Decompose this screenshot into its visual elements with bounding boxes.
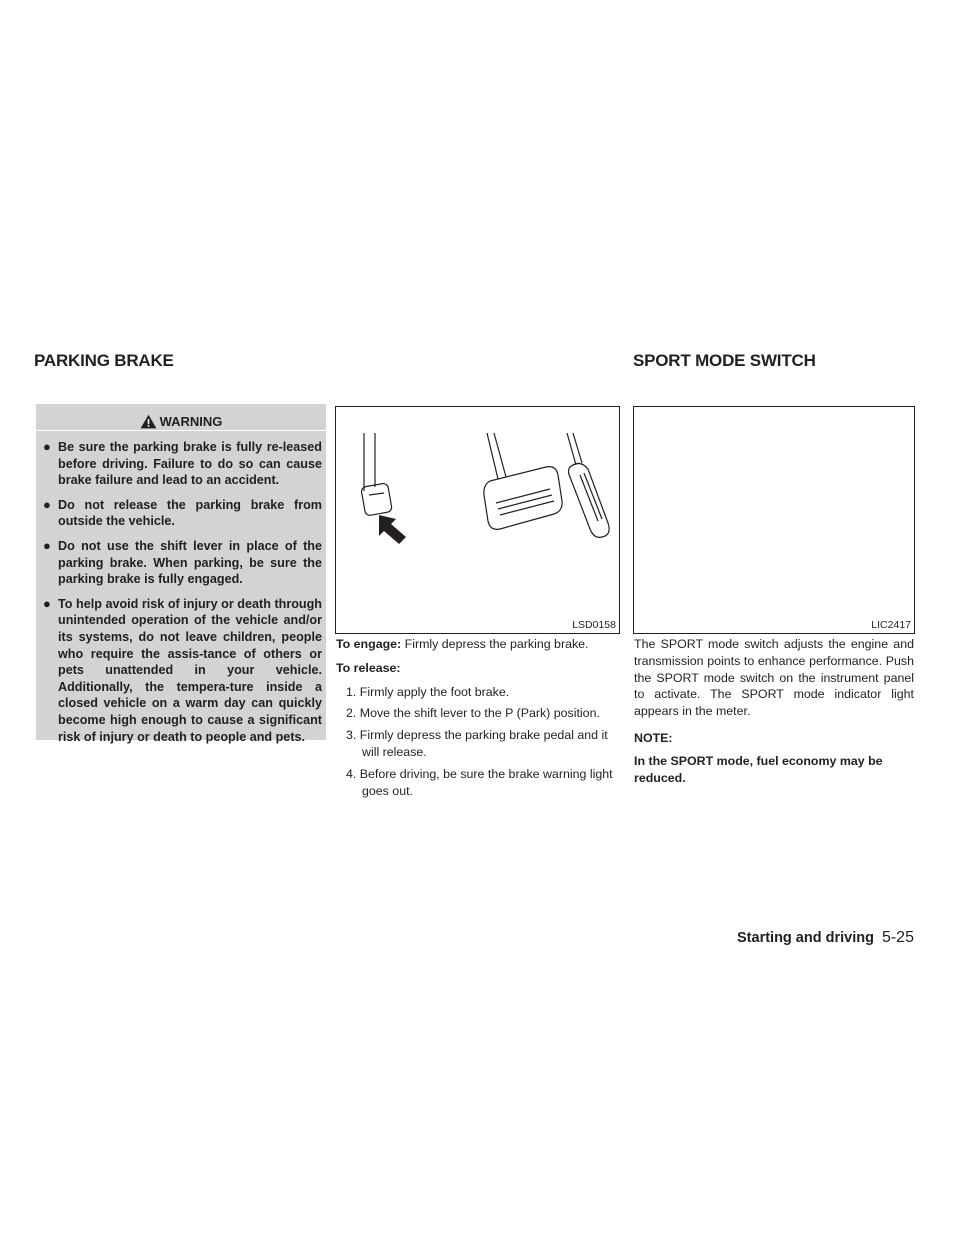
section-title-parking-brake: PARKING BRAKE xyxy=(34,351,174,370)
sport-mode-paragraph: The SPORT mode switch adjusts the engine and transmission points to enhance performance. Push the SPORT mode switch on the instrument panel to activate. The SPORT mode indicator light appears in the meter. xyxy=(634,637,914,719)
warning-box xyxy=(36,404,326,744)
engage-line xyxy=(336,636,620,653)
bullet-icon: ● xyxy=(43,439,51,454)
page-footer xyxy=(737,929,914,947)
warning-item xyxy=(43,537,322,588)
note-label: NOTE: xyxy=(634,730,673,745)
figure-id: LSD0158 xyxy=(572,619,616,631)
right-text-column xyxy=(634,636,914,786)
engage-label: To engage: xyxy=(336,637,402,651)
warning-triangle-icon xyxy=(140,414,157,429)
warning-item xyxy=(43,595,322,745)
warning-heading: WARNING xyxy=(159,413,223,429)
warning-item xyxy=(43,496,322,530)
section-title-sport-mode-switch: SPORT MODE SWITCH xyxy=(633,351,816,370)
note-text: In the SPORT mode, fuel economy may be reduced. xyxy=(634,753,883,785)
warning-item-text: To help avoid risk of injury or death through unintended operation of the vehicle and/or its systems, do not leave children, people who require the assis-tance of others or pets unattended in your vehicle. Additionally, the tempera-ture inside a closed vehicle on a warm day can quickly become high enough to cause a significant risk of injury or death to people and pets. xyxy=(58,596,322,744)
warning-item-text: Do not release the parking brake from outside the vehicle. xyxy=(58,497,322,529)
list-item: 2. Move the shift lever to the P (Park) position. xyxy=(346,706,600,721)
release-label-text: To release: xyxy=(336,660,401,675)
list-item: 1. Firmly apply the foot brake. xyxy=(346,684,510,699)
sport-mode-figure xyxy=(633,406,915,634)
warning-item-text: Be sure the parking brake is fully re-leased before driving. Failure to do so can cause brake failure and lead to an accident. xyxy=(58,440,322,488)
bullet-icon: ● xyxy=(43,595,51,611)
figure-id: LIC2417 xyxy=(871,619,911,631)
warning-item xyxy=(43,439,322,489)
engage-text: Firmly depress the parking brake. xyxy=(404,637,589,651)
footer-section: Starting and driving xyxy=(737,930,874,946)
bullet-icon: ● xyxy=(43,537,51,553)
warning-header xyxy=(36,404,326,431)
warning-item-text: Do not use the shift lever in place of the parking brake. When parking, be sure the parking brake is fully engaged. xyxy=(58,538,322,587)
page-number: 5-25 xyxy=(881,929,914,946)
release-label xyxy=(336,660,620,677)
bullet-icon: ● xyxy=(43,496,51,512)
pedals-illustration xyxy=(336,407,619,633)
list-item: 3. Firmly depress the parking brake pedal and it will release. xyxy=(346,728,608,759)
warning-list xyxy=(36,431,326,745)
parking-brake-figure xyxy=(335,406,620,634)
list-item: 4. Before driving, be sure the brake warning light goes out. xyxy=(346,766,613,798)
middle-text-column xyxy=(336,636,620,804)
release-steps xyxy=(336,684,620,800)
